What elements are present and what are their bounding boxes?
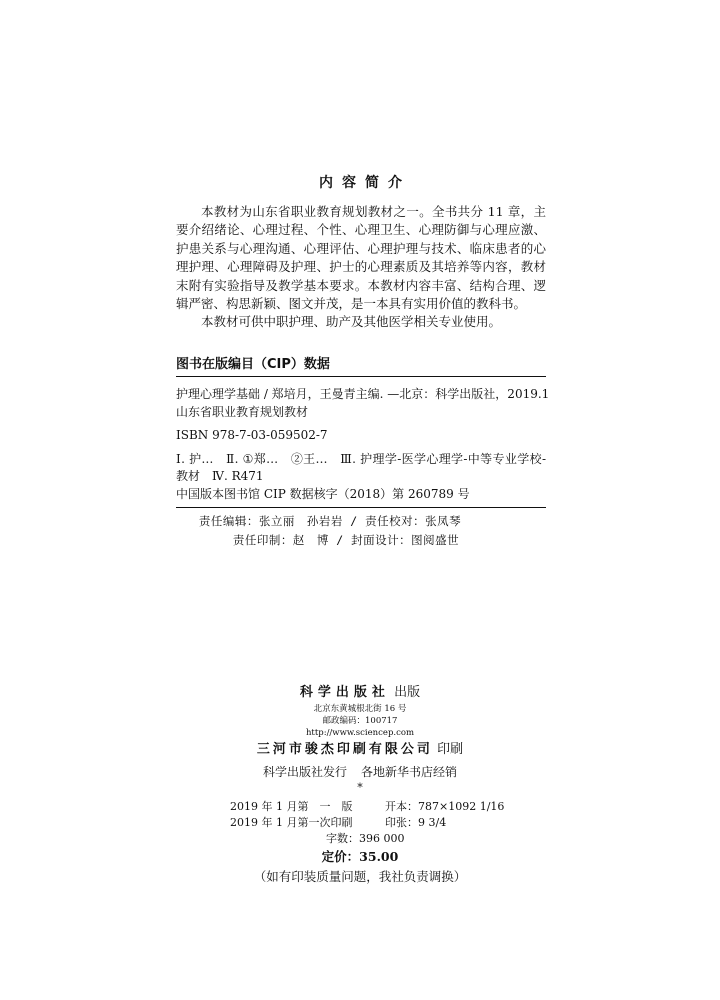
format-info: 开本：787×1092 1/16 xyxy=(385,800,505,813)
cip-data-block xyxy=(176,356,550,508)
publisher-postcode: 邮政编码：100717 xyxy=(322,716,398,726)
summary-paragraph: 本教材为山东省职业教育规划教材之一。全书共分 11 章，主要介绍绪论、心理过程、个性、心理卫生、心理防御与心理应激、护患关系与心理沟通、心理评估、心理护理与技术、临床患者的心理护理、心理障碍及护理、护士的心理素质及其培养等内容，教材末附有实验指导及教学基本要求。本教材内容丰富、结构合理、逻辑严密、构思新颖、图文并茂，是一本具有实用价值的教科书。 xyxy=(176,204,546,312)
edition-info: 2019 年 1 月第 一 版 xyxy=(230,800,353,813)
cip-line-catalog-number: 中国版本图书馆 CIP 数据核字（2018）第 260789 号 xyxy=(176,486,470,501)
publisher-address: 北京东黄城根北街 16 号 xyxy=(313,704,407,714)
quality-notice: （如有印装质量问题，我社负责调换） xyxy=(253,869,467,884)
distribution-line xyxy=(0,763,720,781)
retailer: 各地新华书店经销 xyxy=(361,765,458,779)
printer-suffix: 印刷 xyxy=(437,742,464,757)
staff-credits-line-1: 责任编辑：张立丽 孙岩岩 / 责任校对：张凤琴 xyxy=(198,514,462,528)
cip-line-subjects: Ⅰ. 护… Ⅱ. ①郑… ②王… Ⅲ. 护理学-医学心理学-中等专业学校-教材 Ⅳ. R471 xyxy=(176,451,546,484)
price: 定价：35.00 xyxy=(321,849,399,864)
word-count: 字数：396 000 xyxy=(326,832,405,845)
printer-name: 三河市骏杰印刷有限公司 xyxy=(256,742,433,757)
staff-credits-line-2: 责任印制：赵 博 / 封面设计：图阅盛世 xyxy=(232,533,460,547)
distributor: 科学出版社发行 xyxy=(262,765,347,779)
publisher-name: 科学出版社 xyxy=(299,685,390,700)
summary-title: 内容简介 xyxy=(319,175,411,191)
summary-paragraph: 本教材可供中职护理、助产及其他医学相关专业使用。 xyxy=(201,314,502,330)
printer-line xyxy=(0,741,720,759)
cip-line-title-author: 护理心理学基础 / 郑培月，王曼青主编. —北京：科学出版社，2019.1 xyxy=(176,387,550,401)
cip-line-isbn: ISBN 978-7-03-059502-7 xyxy=(176,428,328,443)
separator-star: * xyxy=(357,781,363,794)
cip-line-series: 山东省职业教育规划教材 xyxy=(176,404,309,419)
publisher-line xyxy=(0,684,720,702)
content-summary xyxy=(176,174,546,332)
publisher-suffix: 出版 xyxy=(394,685,421,700)
printing-info: 2019 年 1 月第一次印刷 xyxy=(230,816,353,829)
cip-body xyxy=(176,377,550,508)
cip-title: 图书在版编目（CIP）数据 xyxy=(176,356,546,377)
publisher-website: http://www.sciencep.com xyxy=(305,728,415,738)
sheets-info: 印张：9 3/4 xyxy=(385,816,447,829)
